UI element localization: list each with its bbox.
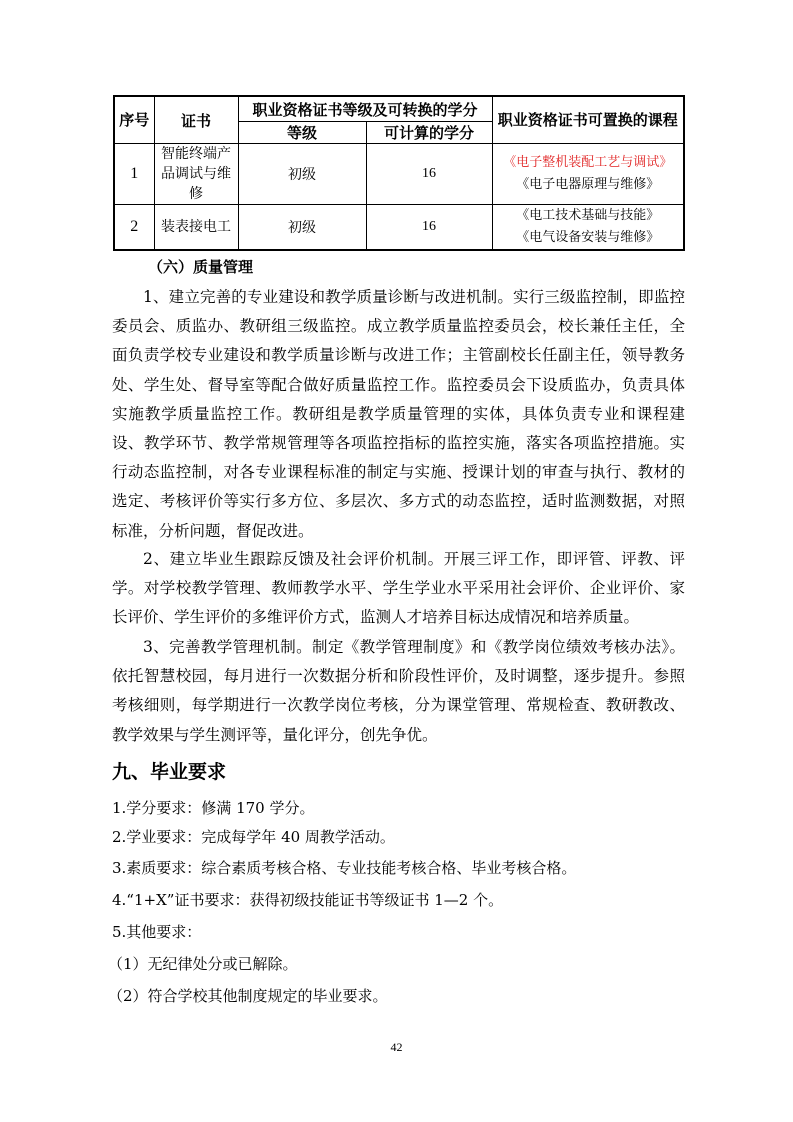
header-credit-group: 职业资格证书等级及可转换的学分: [238, 96, 492, 122]
header-level: 等级: [238, 122, 366, 144]
cell-credits: 16: [366, 144, 492, 205]
table-row: [114, 144, 684, 205]
cell-level: 初级: [238, 205, 366, 251]
course-name: 《电气设备安装与维修》: [516, 230, 660, 245]
requirement-subitem: （1）无纪律处分或已解除。: [108, 955, 298, 973]
quality-paragraph: 2、建立毕业生跟踪反馈及社会评价机制。开展三评工作，即评管、评教、评学。对学校教学管理、教师教学水平、学生学业水平采用社会评价、企业评价、家长评价、学生评价的多维评价方式，监测人才培养目标达成情况和培养质量。: [112, 550, 685, 627]
requirement-item: 3.素质要求：综合素质考核合格、专业技能考核合格、毕业考核合格。: [112, 859, 577, 877]
course-name: 《电子整机装配工艺与调试》: [503, 155, 673, 170]
requirement-subitem: （2）符合学校其他制度规定的毕业要求。: [108, 987, 388, 1005]
course-name: 《电子电器原理与维修》: [516, 177, 660, 192]
quality-paragraph: 3、完善教学管理机制。制定《教学管理制度》和《教学岗位绩效考核办法》。依托智慧校园，每月进行一次数据分析和阶段性评价，及时调整，逐步提升。参照考核细则，每学期进行一次教学岗位考核，分为课堂管理、常规检查、教研教改、教学效果与学生测评等，量化评分，创先争优。: [112, 638, 685, 744]
cell-cert: 智能终端产品调试与维修: [154, 144, 238, 205]
quality-paragraph: 1、建立完善的专业建设和教学质量诊断与改进机制。实行三级监控制，即监控委员会、质监办、教研组三级监控。成立教学质量监控委员会，校长兼任主任，全面负责学校专业建设和教学质量诊断与改进工作；主管副校长任副主任，领导教务处、学生处、督导室等配合做好质量监控工作。监控委员会下设质监办，负责具体实施教学质量监控工作。教研组是教学质量管理的实体，具体负责专业和课程建设、教学环节、教学常规管理等各项监控指标的监控实施，落实各项监控措施。实行动态监控制，对各专业课程标准的制定与实施、授课计划的审查与执行、教材的选定、考核评价等实行多方位、多层次、多方式的动态监控，适时监测数据，对照标准，分析问题，督促改进。: [112, 288, 685, 540]
certificate-table: [113, 95, 685, 251]
requirement-item: 5.其他要求：: [112, 923, 202, 941]
cell-seq: 2: [114, 205, 154, 251]
requirement-item: 4.“1+X”证书要求：获得初级技能证书等级证书 1—2 个。: [112, 891, 504, 909]
table-row: [114, 205, 684, 251]
requirement-item: 2.学业要求：完成每学年 40 周教学活动。: [112, 828, 395, 846]
cell-level: 初级: [238, 144, 366, 205]
cell-courses: [492, 144, 684, 205]
requirement-item: 1.学分要求：修满 170 学分。: [112, 799, 315, 817]
header-credits: 可计算的学分: [366, 122, 492, 144]
course-name: 《电工技术基础与技能》: [516, 208, 660, 223]
page-number: 42: [390, 1040, 403, 1054]
graduation-heading: 九、毕业要求: [112, 761, 227, 783]
cell-courses: [492, 205, 684, 251]
table-header-row: [114, 96, 684, 122]
cell-credits: 16: [366, 205, 492, 251]
header-seq: 序号: [114, 96, 154, 144]
header-cert: 证书: [154, 96, 238, 144]
cell-seq: 1: [114, 144, 154, 205]
quality-heading: （六）质量管理: [148, 258, 254, 276]
cell-cert: 装表接电工: [154, 205, 238, 251]
header-courses: 职业资格证书可置换的课程: [492, 96, 684, 144]
